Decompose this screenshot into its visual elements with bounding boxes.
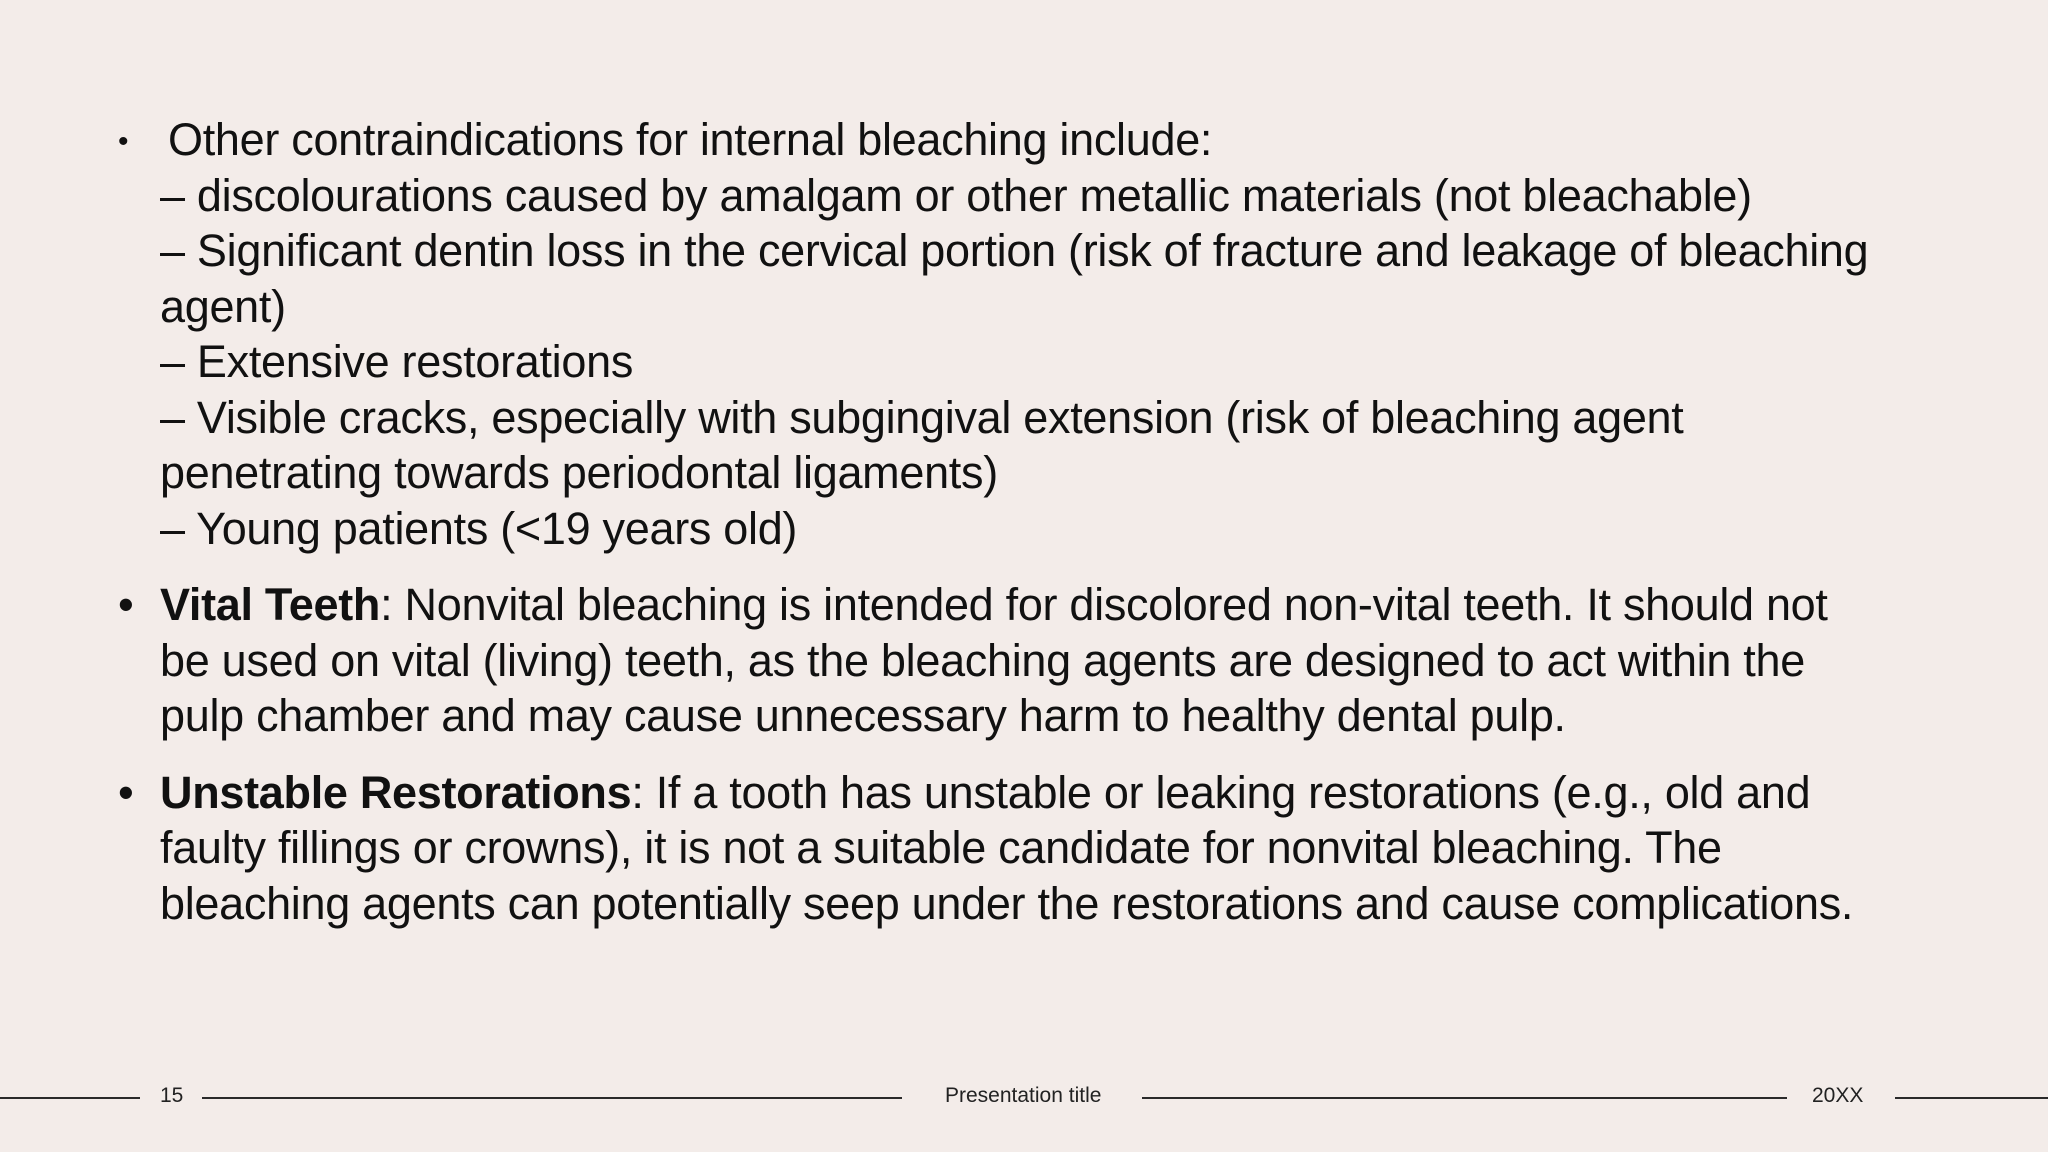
slide-footer [0,1080,2048,1114]
slide-body [118,112,1998,931]
sub-item-text: agent) [160,280,286,332]
bullet-line [160,577,1998,633]
bullet-vital-teeth [118,577,1998,744]
sub-item-text: – Significant dentin loss in the cervical portion (risk of fracture and leakage of bleaching [160,225,1869,276]
bullet-text: : Nonvital bleaching is intended for discolored non-vital teeth. It should not [380,579,1828,630]
bullet-text: bleaching agents can potentially seep under the restorations and cause complications. [160,877,1854,929]
sub-item-text: penetrating towards periodontal ligaments) [160,447,998,498]
presentation-title: Presentation title [945,1084,1102,1107]
bullet-term: Unstable Restorations [160,766,632,818]
bullet-unstable-restorations [118,765,1998,932]
bullet-lead-text: Other contraindications for internal bleaching include: [168,114,1213,165]
bullet-term: Vital Teeth [160,579,381,630]
sub-item-text: – Visible cracks, especially with subgingival extension (risk of bleaching agent [160,391,1684,443]
bullet-text: pulp chamber and may cause unnecessary harm to healthy dental pulp. [160,690,1566,741]
bullet-contraindications [118,112,1998,556]
sub-item-text: – Extensive restorations [160,336,634,387]
footer-divider [0,1097,140,1099]
footer-year: 20XX [1812,1084,1864,1107]
footer-divider [1895,1097,2048,1099]
footer-divider [1142,1097,1787,1099]
footer-divider [202,1097,902,1099]
bullet-text: : If a tooth has unstable or leaking restorations (e.g., old and [631,766,1811,818]
sub-item-text: – discolourations caused by amalgam or other metallic materials (not bleachable) [160,169,1752,221]
bullet-marker: • [118,766,134,818]
bullet-marker: • [118,125,129,158]
bullet-text: faulty fillings or crowns), it is not a suitable candidate for nonvital bleaching. The [160,822,1722,873]
bullet-marker: • [118,579,134,630]
bullet-line [160,765,1998,821]
sub-item-text: – Young patients (<19 years old) [160,502,798,554]
bullet-text: be used on vital (living) teeth, as the bleaching agents are designed to act within the [160,634,1805,686]
page-number: 15 [160,1084,184,1107]
